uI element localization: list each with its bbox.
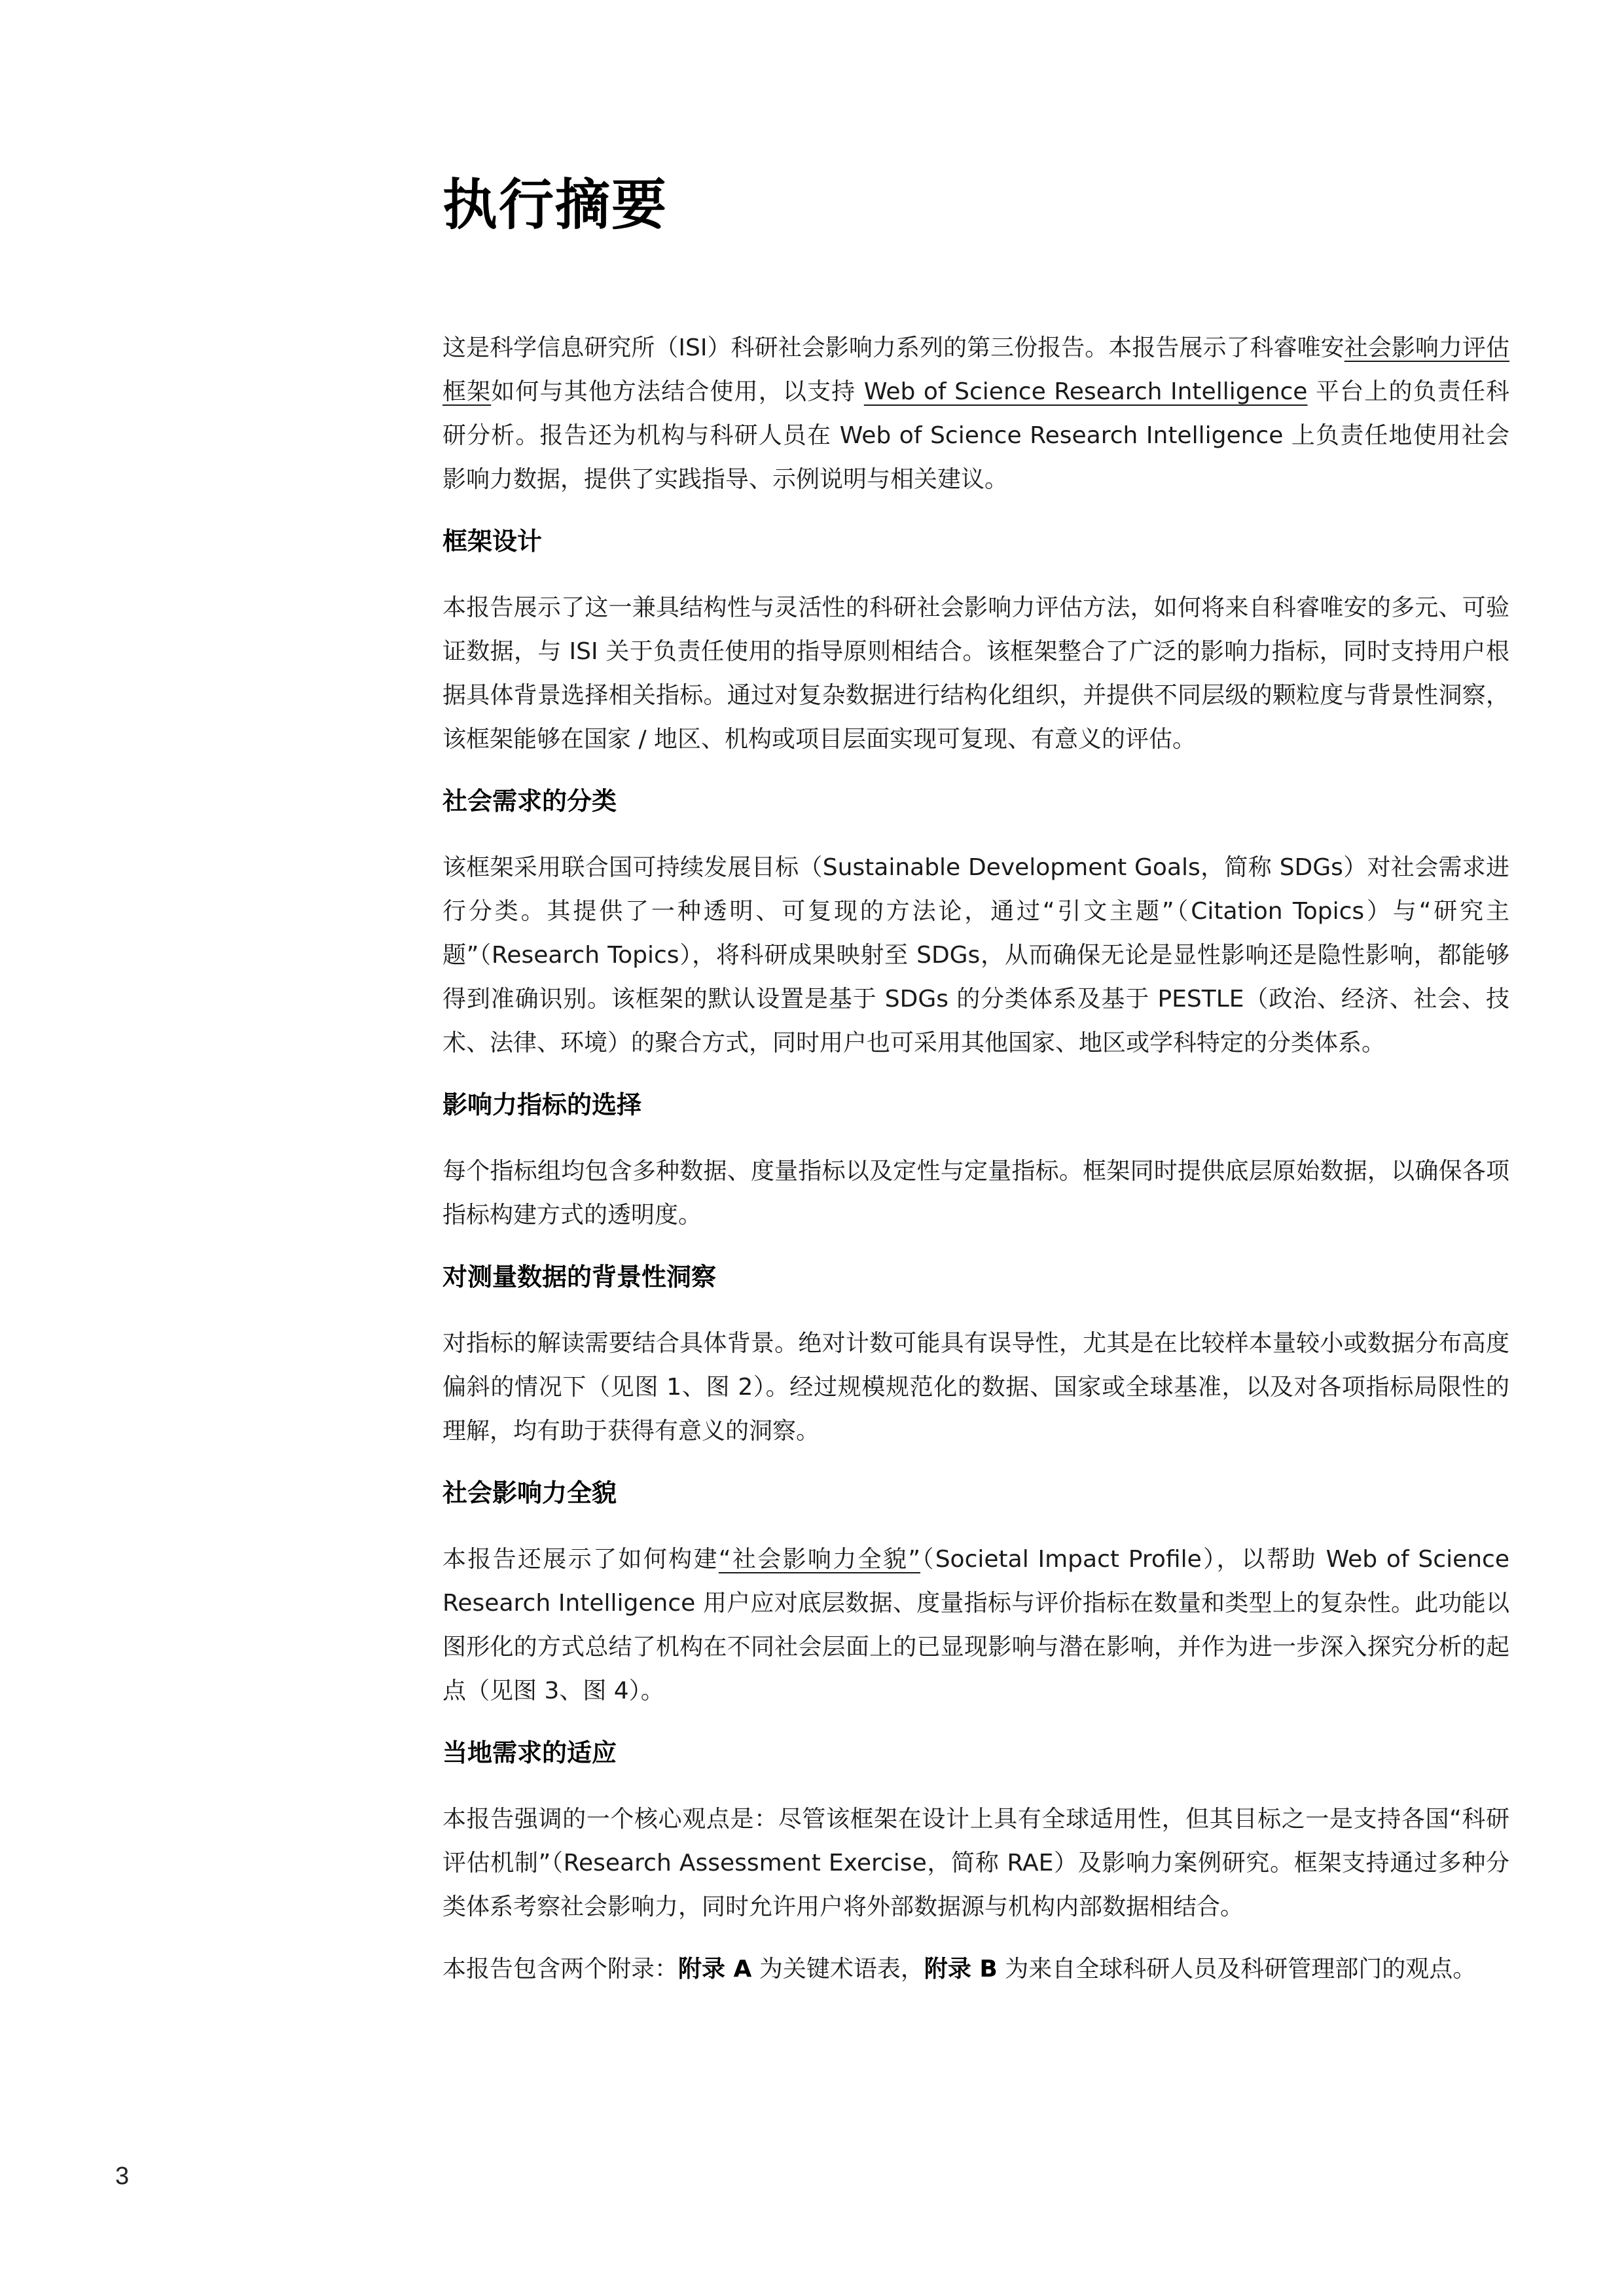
profile-text-a: 本报告还展示了如何构建 [442,1546,719,1573]
appendix-b-label: 附录 B [924,1956,998,1982]
section-heading-needs-classification: 社会需求的分类 [442,787,617,816]
appendix-text-b: 为关键术语表， [751,1956,924,1982]
intro-text-c: 平台上的负责任科研分析。报告还为机构与科研人员在 Web of Science Research Intelligence 上负责任地使用社会影响力数据，提供了实践指导、示例说明与相关建议。 [442,378,1509,493]
section-heading-local-needs: 当地需求的适应 [442,1738,617,1767]
section-text-needs-classification: 该框架采用联合国可持续发展目标（Sustainable Development Goals，简称 SDGs）对社会需求进行分类。其提供了一种透明、可复现的方法论，通过“引文主题”（Citation Topics）与“研究主题”（Research Topics），将科研成果映射至 SDGs，从而确保无论是显性影响还是隐性影响，都能够得到准确识别。该框架的默认设置是基于 SDGs 的分类体系及基于 PESTLE（政治、经济、社会、技术、法律、环境）的聚合方式，同时用户也可采用其他国家、地区或学科特定的分类体系。 [442,854,1509,1056]
page-number: 3 [115,2162,130,2190]
profile-text-b: （Societal Impact Profile），以帮助 Web of Science Research Intelligence 用户应对底层数据、度量指标与评价指标在数量和类型上的复杂性。此功能以图形化的方式总结了机构在不同社会层面上的已显现影响与潜在影响，并作为进一步深入探究分析的起点（见图 3、图 4）。 [442,1546,1509,1704]
section-heading-framework-design: 框架设计 [442,527,543,556]
appendix-paragraph [442,1947,1509,1991]
document-body [442,169,1509,2009]
appendix-text-a: 本报告包含两个附录： [442,1956,679,1982]
intro-text-a: 这是科学信息研究所（ISI）科研社会影响力系列的第三份报告。本报告展示了科睿唯安 [442,334,1344,361]
page-title: 执行摘要 [442,173,668,237]
appendix-a-label: 附录 A [678,1956,752,1982]
framework-link[interactable]: 社会影响力评估框架 [442,334,1509,405]
section-heading-impact-profile: 社会影响力全貌 [442,1479,617,1507]
section-text-impact-profile [442,1537,1509,1713]
wos-research-intelligence-link[interactable]: Web of Science Research Intelligence [863,378,1308,405]
section-heading-contextual-insight: 对测量数据的背景性洞察 [442,1263,717,1291]
impact-profile-link[interactable]: “社会影响力全貌” [718,1546,920,1573]
section-text-contextual-insight: 对指标的解读需要结合具体背景。绝对计数可能具有误导性，尤其是在比较样本量较小或数据分布高度偏斜的情况下（见图 1、图 2）。经过规模规范化的数据、国家或全球基准，以及对各项指标局限性的理解，均有助于获得有意义的洞察。 [442,1330,1509,1444]
section-text-local-needs: 本报告强调的一个核心观点是：尽管该框架在设计上具有全球适用性，但其目标之一是支持各国“科研评估机制”（Research Assessment Exercise，简称 RAE）及影响力案例研究。框架支持通过多种分类体系考察社会影响力，同时允许用户将外部数据源与机构内部数据相结合。 [442,1806,1509,1920]
intro-text-b: 如何与其他方法结合使用，以支持 [491,378,864,405]
section-text-framework-design: 本报告展示了这一兼具结构性与灵活性的科研社会影响力评估方法，如何将来自科睿唯安的多元、可验证数据，与 ISI 关于负责任使用的指导原则相结合。该框架整合了广泛的影响力指标，同时支持用户根据具体背景选择相关指标。通过对复杂数据进行结构化组织，并提供不同层级的颗粒度与背景性洞察，该框架能够在国家 / 地区、机构或项目层面实现可复现、有意义的评估。 [442,594,1509,753]
section-text-indicator-selection: 每个指标组均包含多种数据、度量指标以及定性与定量指标。框架同时提供底层原始数据，以确保各项指标构建方式的透明度。 [442,1158,1509,1229]
section-heading-indicator-selection: 影响力指标的选择 [442,1090,642,1119]
appendix-text-c: 为来自全球科研人员及科研管理部门的观点。 [997,1956,1477,1982]
intro-paragraph [442,326,1509,501]
